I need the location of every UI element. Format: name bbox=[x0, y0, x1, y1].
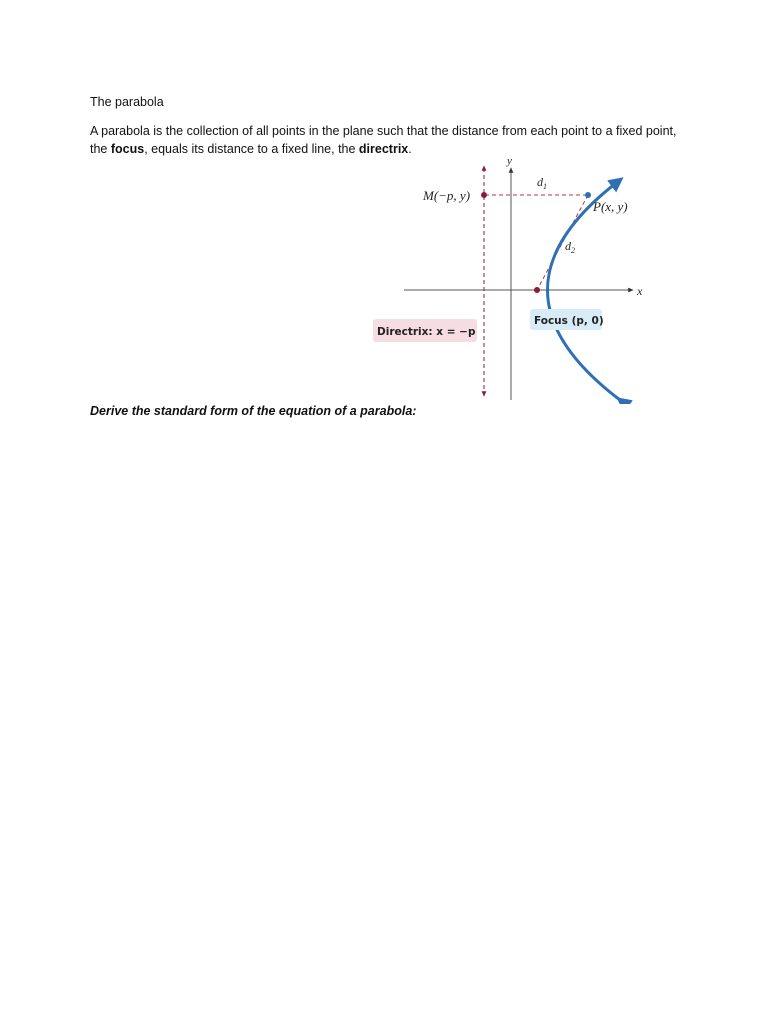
point-m-label: M(−p, y) bbox=[423, 188, 471, 203]
d1-letter: d bbox=[537, 175, 543, 189]
section-heading: The parabola bbox=[90, 95, 164, 109]
point-m bbox=[481, 192, 487, 198]
definition-text-2: , equals its distance to a fixed line, the bbox=[144, 142, 359, 156]
directrix-term: directrix bbox=[358, 142, 409, 156]
d2-subscript: 2 bbox=[571, 246, 575, 255]
focus-term: focus bbox=[110, 142, 145, 156]
d2-letter: d bbox=[565, 239, 571, 253]
d2-label bbox=[565, 239, 575, 255]
parabola-figure bbox=[368, 152, 658, 404]
point-p-label: P(x, y) bbox=[593, 199, 628, 214]
d1-subscript: 1 bbox=[543, 182, 547, 191]
focus-label: Focus (p, 0) bbox=[534, 315, 604, 327]
y-axis-label: y bbox=[507, 155, 512, 167]
directrix-label: Directrix: x = −p bbox=[377, 326, 476, 338]
focus-point bbox=[534, 287, 540, 293]
task-prompt: Derive the standard form of the equation of a parabola: bbox=[90, 404, 417, 418]
definition-text-1: A parabola is the collection of all points in the plane such that the distance from each point to a fixed point, the bbox=[90, 124, 677, 156]
x-axis-label: x bbox=[637, 284, 643, 298]
definition-text-3: . bbox=[408, 142, 412, 156]
d1-label bbox=[537, 175, 547, 191]
point-p bbox=[585, 192, 591, 198]
